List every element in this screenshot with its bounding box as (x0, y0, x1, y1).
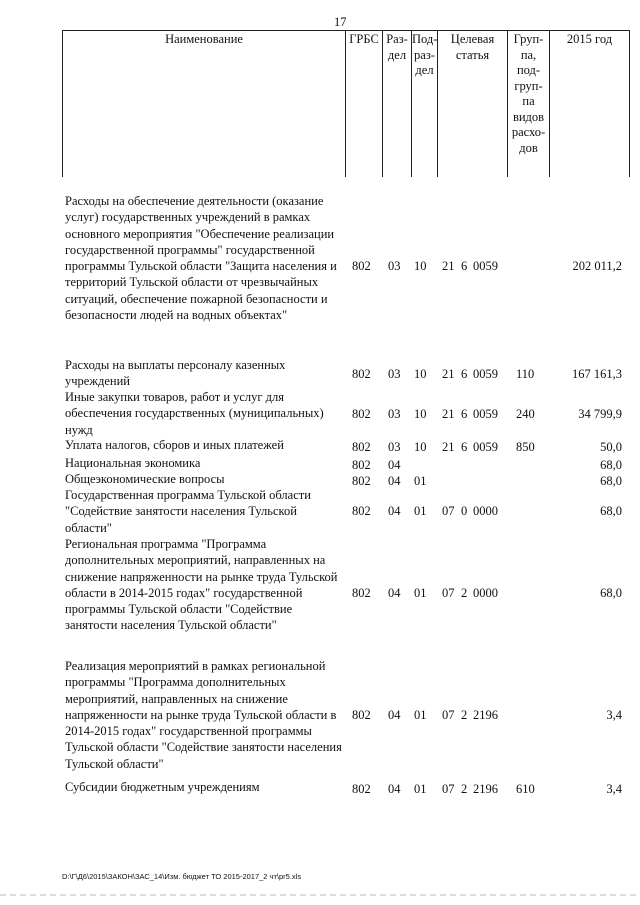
cell-cs3: 0059 (473, 259, 498, 273)
cell-rz: 04 (388, 458, 401, 472)
cell-rz: 03 (388, 440, 401, 454)
cell-vr: 850 (516, 440, 535, 454)
cell-cs3: 0000 (473, 586, 498, 600)
cell-grbs: 802 (352, 782, 371, 796)
cell-pr: 01 (414, 504, 427, 518)
cell-cs1: 21 (442, 407, 455, 421)
cell-cs2: 2 (461, 586, 468, 600)
cell-cs1: 21 (442, 259, 455, 273)
cell-cs2: 6 (461, 440, 468, 454)
cell-rz: 04 (388, 504, 401, 518)
cell-cs3: 2196 (473, 708, 498, 722)
table-header (62, 30, 630, 177)
row-name: Региональная программа "Программа дополнительных мероприятий, направленных на снижение напряженности на рынке труда Тульской области в 2014-2015 годах" государственной программы Тульской области "Содействие занятости населения Тульской области" (65, 537, 338, 633)
cell-pr: 10 (414, 440, 427, 454)
cell-vr: 610 (516, 782, 535, 796)
cell-rz: 04 (388, 782, 401, 796)
cell-cs2: 6 (461, 407, 468, 421)
cell-pr: 10 (414, 407, 427, 421)
cell-vr: 240 (516, 407, 535, 421)
cell-sum: 68,0 (600, 458, 622, 472)
cell-cs3: 0059 (473, 407, 498, 421)
cell-grbs: 802 (352, 367, 371, 381)
cell-cs1: 21 (442, 367, 455, 381)
cell-pr: 10 (414, 367, 427, 381)
cell-cs1: 07 (442, 586, 455, 600)
header-target: Целевая статья (437, 31, 507, 177)
cell-grbs: 802 (352, 458, 371, 472)
cell-cs1: 07 (442, 782, 455, 796)
header-name: Наименование (165, 32, 243, 46)
cell-cs2: 2 (461, 708, 468, 722)
cell-grbs: 802 (352, 259, 371, 273)
row-name: Расходы на выплаты персоналу казенных учреждений (65, 358, 286, 389)
row-name: Иные закупки товаров, работ и услуг для обеспечения государственных (муниципальных) нужд (65, 390, 324, 437)
cell-grbs: 802 (352, 708, 371, 722)
cell-rz: 03 (388, 259, 401, 273)
cell-sum: 68,0 (600, 586, 622, 600)
cell-pr: 10 (414, 259, 427, 273)
cell-pr: 01 (414, 474, 427, 488)
cell-sum: 3,4 (606, 782, 622, 796)
row-name: Расходы на обеспечение деятельности (оказание услуг) государственных учреждений в рамках основного мероприятия "Обеспечение реализации государственной программы" государственной программы Тульской области "Защита населения и территорий Тульской области от чрезвычайных ситуаций, обеспечение пожарной безопасности и безопасности людей на водных объектах" (65, 194, 337, 323)
cell-grbs: 802 (352, 440, 371, 454)
cell-sum: 167 161,3 (572, 367, 622, 381)
cell-grbs: 802 (352, 407, 371, 421)
cell-cs2: 0 (461, 504, 468, 518)
cell-cs3: 0000 (473, 504, 498, 518)
header-podrazdel: Под- раз- дел (411, 31, 437, 177)
cell-rz: 04 (388, 708, 401, 722)
cell-sum: 202 011,2 (572, 259, 622, 273)
cell-sum: 68,0 (600, 474, 622, 488)
cell-cs2: 2 (461, 782, 468, 796)
row-name: Реализация мероприятий в рамках региональной программы "Программа дополнительных мероприятий, направленных на снижение напряженности на рынке труда Тульской области в 2014-2015 годах" государственной программы Тульской области "Содействие занятости населения Тульской области" (65, 659, 342, 771)
cell-rz: 04 (388, 474, 401, 488)
row-name: Уплата налогов, сборов и иных платежей (65, 438, 284, 452)
scan-artifact (0, 894, 640, 896)
cell-rz: 03 (388, 407, 401, 421)
cell-rz: 04 (388, 586, 401, 600)
cell-grbs: 802 (352, 474, 371, 488)
cell-cs3: 2196 (473, 782, 498, 796)
cell-cs1: 07 (442, 708, 455, 722)
cell-sum: 34 799,9 (578, 407, 622, 421)
cell-cs3: 0059 (473, 440, 498, 454)
cell-vr: 110 (516, 367, 535, 381)
cell-pr: 01 (414, 782, 427, 796)
header-grbs: ГРБС (345, 31, 382, 177)
header-razdel: Раз- дел (382, 31, 411, 177)
cell-sum: 3,4 (606, 708, 622, 722)
row-name: Национальная экономика (65, 456, 201, 470)
footer-path: D:\Г\Д6\2015\ЗАКОН\ЗАС_14\Изм. бюджет ТО 2015-2017_2 чт\pr5.xls (62, 872, 302, 881)
page-number: 17 (334, 15, 347, 29)
cell-sum: 50,0 (600, 440, 622, 454)
cell-rz: 03 (388, 367, 401, 381)
cell-cs2: 6 (461, 367, 468, 381)
cell-pr: 01 (414, 708, 427, 722)
cell-cs1: 07 (442, 504, 455, 518)
header-group: Груп- па, под- груп- па видов расхо- дов (507, 31, 549, 177)
cell-cs3: 0059 (473, 367, 498, 381)
header-year: 2015 год (549, 31, 629, 177)
cell-sum: 68,0 (600, 504, 622, 518)
cell-grbs: 802 (352, 504, 371, 518)
cell-pr: 01 (414, 586, 427, 600)
cell-cs1: 21 (442, 440, 455, 454)
row-name: Общеэкономические вопросы (65, 472, 225, 486)
row-name: Государственная программа Тульской области "Содействие занятости населения Тульской области" (65, 488, 311, 535)
row-name: Субсидии бюджетным учреждениям (65, 780, 260, 794)
cell-cs2: 6 (461, 259, 468, 273)
cell-grbs: 802 (352, 586, 371, 600)
